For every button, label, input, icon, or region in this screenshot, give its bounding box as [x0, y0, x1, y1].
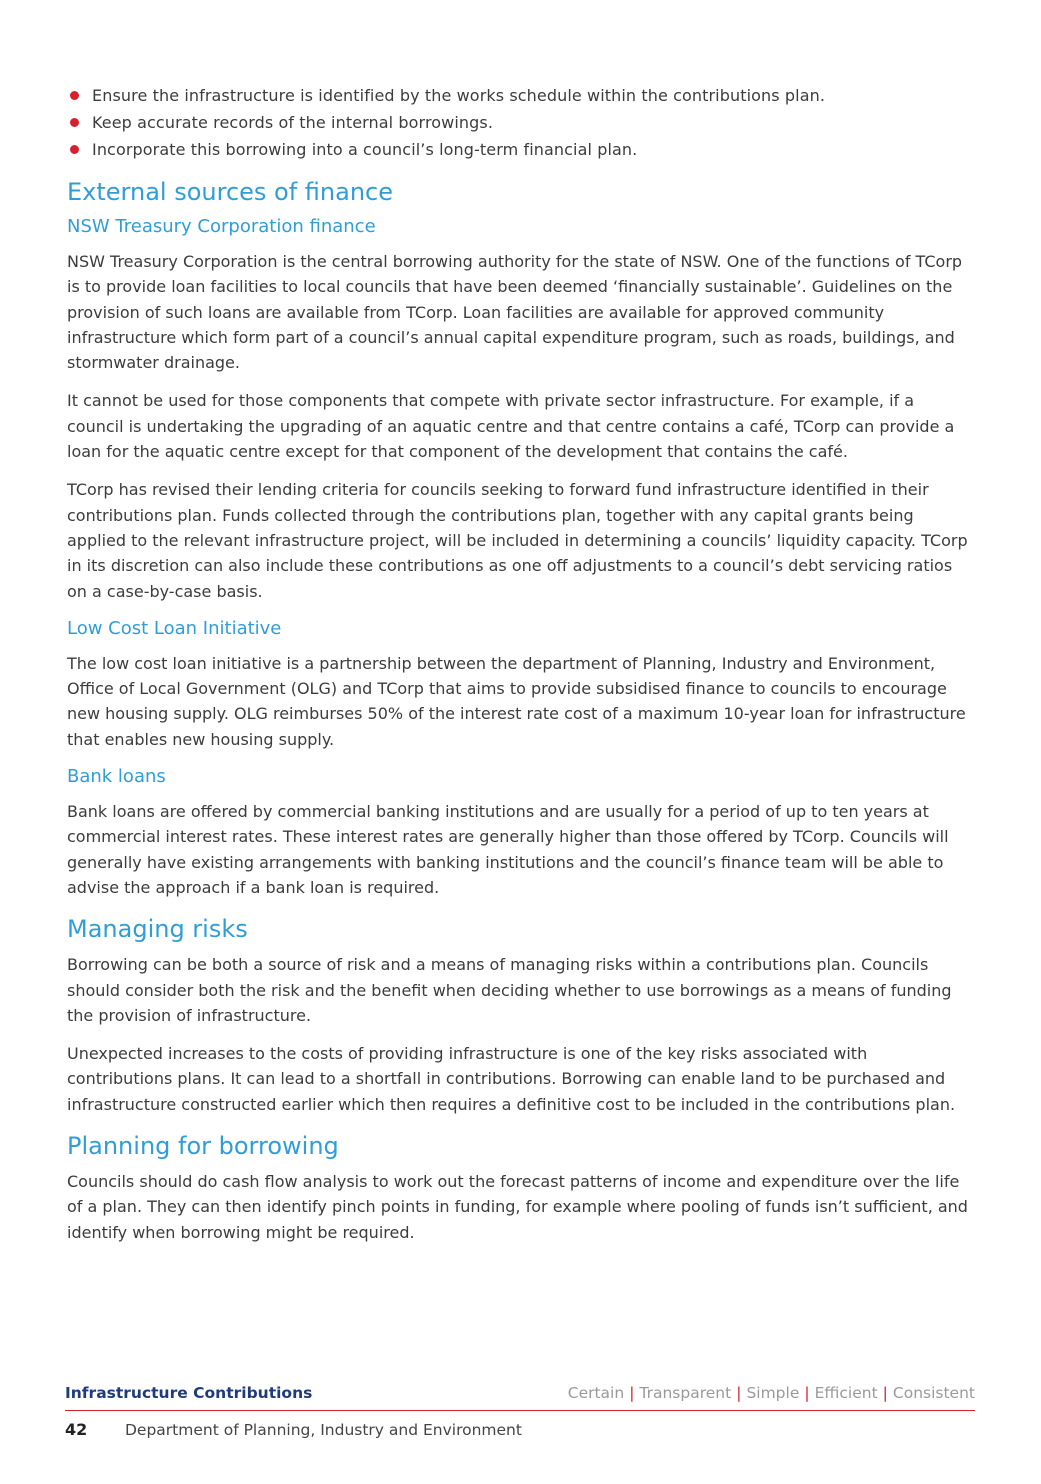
- heading-external-sources: External sources of finance: [67, 178, 394, 206]
- footer-top-row: [65, 1382, 975, 1404]
- paragraph: It cannot be used for those components that compete with private sector infrastructure. For example, if a council is undertaking the upgrading of an aquatic centre and that centre contains a café, TCorp can provide a loan for the aquatic centre except for that component of the development that contains the café.: [67, 391, 955, 462]
- bullet-dot-icon: [70, 91, 79, 100]
- list-item: Keep accurate records of the internal borrowings.: [67, 109, 975, 136]
- tagline-separator: |: [804, 1384, 810, 1402]
- paragraph: Bank loans are offered by commercial banking institutions and are usually for a period of up to ten years at commercial interest rates. These interest rates are generally higher than those offered by TCorp. Councils will generally have existing arrangements with banking institutions and the council’s finance team will be able to advise the approach if a bank loan is required.: [67, 802, 949, 897]
- paragraph: Borrowing can be both a source of risk and a means of managing risks within a contributions plan. Councils should consider both the risk and the benefit when deciding whether to use borrowings as a means of funding the provision of infrastructure.: [67, 955, 952, 1025]
- page-number: 42: [65, 1420, 88, 1439]
- paragraph: Councils should do cash flow analysis to work out the forecast patterns of income and expenditure over the life of a plan. They can then identify pinch points in funding, for example where pooling of funds isn’t sufficient, and identify when borrowing might be required.: [67, 1172, 968, 1242]
- tagline-word: Efficient: [814, 1384, 878, 1402]
- footer-tagline: [568, 1384, 975, 1402]
- paragraph: NSW Treasury Corporation is the central borrowing authority for the state of NSW. One of the functions of TCorp is to provide loan facilities to local councils that have been deemed ‘financially sustainable’. Guidelines on the provision of such loans are available from TCorp. Loan facilities are available for approved community infrastructure which form part of a council’s annual capital expenditure program, such as roads, buildings, and stormwater drainage.: [67, 252, 963, 373]
- list-item: Ensure the infrastructure is identified by the works schedule within the contributions plan.: [67, 82, 975, 109]
- tagline-word: Consistent: [892, 1384, 975, 1402]
- tagline-separator: |: [882, 1384, 888, 1402]
- subheading-low-cost-loan: Low Cost Loan Initiative: [67, 617, 282, 639]
- paragraph: Unexpected increases to the costs of providing infrastructure is one of the key risks associated with contributions plans. It can lead to a shortfall in contributions. Borrowing can enable land to be purchased and infrastructure constructed earlier which then requires a definitive cost to be included in the contributions plan.: [67, 1044, 956, 1114]
- department-name: Department of Planning, Industry and Environment: [125, 1420, 522, 1439]
- footer-bottom-row: [65, 1420, 975, 1439]
- tagline-word: Transparent: [639, 1384, 732, 1402]
- footer-brand: Infrastructure Contributions: [65, 1384, 313, 1402]
- footer-divider: [65, 1410, 975, 1411]
- paragraph: TCorp has revised their lending criteria for councils seeking to forward fund infrastructure identified in their contributions plan. Funds collected through the contributions plan, together with any capital grants being applied to the relevant infrastructure project, will be included in determining a councils’ liquidity capacity. TCorp in its discretion can also include these contributions as one off adjustments to a council’s debt servicing ratios on a case-by-case basis.: [67, 480, 968, 601]
- heading-planning-borrowing: Planning for borrowing: [67, 1132, 339, 1161]
- tagline-word: Certain: [567, 1384, 625, 1402]
- list-item: Incorporate this borrowing into a council’s long-term financial plan.: [67, 136, 975, 163]
- subheading-bank-loans: Bank loans: [67, 766, 166, 788]
- heading-managing-risks: Managing risks: [67, 915, 248, 944]
- paragraph: The low cost loan initiative is a partnership between the department of Planning, Industry and Environment, Office of Local Government (OLG) and TCorp that aims to provide subsidised finance to councils to encourage new housing supply. OLG reimburses 50% of the interest rate cost of a maximum 10-year loan for infrastructure that enables new housing supply.: [67, 653, 966, 749]
- bullet-dot-icon: [70, 145, 79, 154]
- page-footer: [65, 1382, 975, 1439]
- tagline-word: Simple: [746, 1384, 800, 1402]
- tagline-separator: |: [736, 1384, 742, 1402]
- tagline-separator: |: [629, 1384, 635, 1402]
- bullet-list: [67, 82, 975, 163]
- page-content: [67, 82, 975, 1258]
- bullet-dot-icon: [70, 118, 79, 127]
- subheading-tcorp-finance: NSW Treasury Corporation finance: [67, 216, 376, 237]
